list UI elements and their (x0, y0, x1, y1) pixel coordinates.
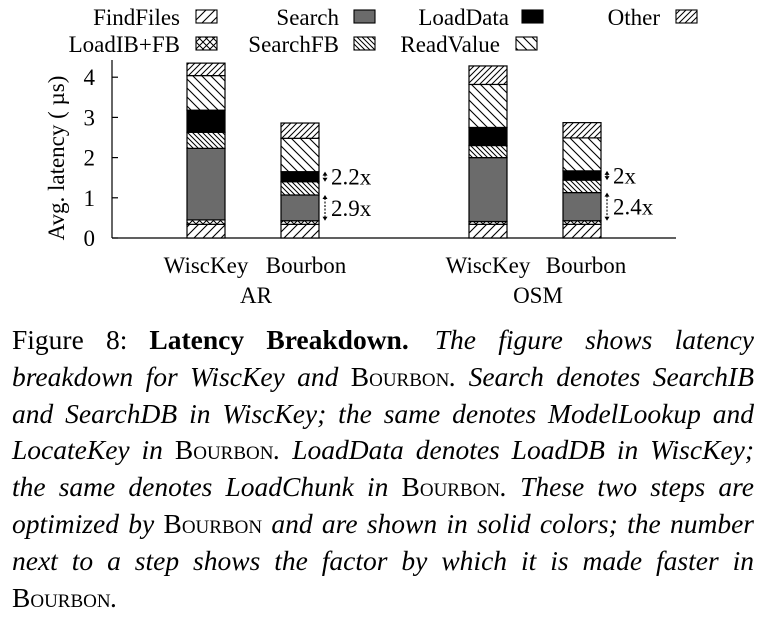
y-axis (44, 60, 118, 251)
bar-segment-searchfb (187, 132, 225, 148)
bar-segment-readvalue (563, 138, 601, 171)
caption-text: . LoadData denotes LoadDB in WiscKey; the same denotes LoadChunk in (12, 434, 754, 503)
y-ticks (84, 65, 119, 251)
legend-swatch (196, 10, 217, 23)
caption-system-name: Bourbon (174, 434, 274, 466)
caption-label: Figure 8: (12, 324, 128, 355)
y-axis-label: Avg. latency ( µs) (44, 75, 69, 241)
y-tick-label: 0 (83, 226, 95, 251)
annotation-arrowhead-up (605, 193, 610, 197)
annotation-arrowhead-up (605, 171, 610, 175)
y-tick-label: 3 (83, 105, 95, 131)
legend-swatch (522, 10, 543, 23)
y-tick-label: 2 (83, 145, 95, 171)
bar-bourbon-2 (281, 123, 319, 238)
annotation-arrowhead-down (323, 217, 328, 221)
x-labels (164, 253, 627, 308)
bars (187, 63, 601, 238)
bar-segment-loaddata (187, 110, 225, 132)
figure-caption (12, 322, 754, 616)
y-tick-label: 1 (83, 185, 95, 211)
annotation-search (605, 193, 654, 221)
legend-label: Other (607, 5, 660, 30)
legend-item-searchfb (248, 32, 375, 57)
annotation-arrowhead-down (605, 176, 610, 180)
legend-item-loadib-fb (69, 32, 217, 57)
caption-system-name: Bourbon (401, 471, 501, 503)
legend-label: LoadIB+FB (68, 32, 180, 57)
annotation-loaddata (605, 163, 637, 188)
bar-segment-loaddata (469, 127, 507, 145)
caption-system-name: Bourbon (350, 360, 450, 392)
bar-segment-search (187, 148, 225, 220)
bar-segment-search (563, 193, 601, 221)
caption-text: . Search denotes SearchIB and SearchDB in WiscKey; the same denotes ModelLookup and LocateKey in (12, 360, 754, 466)
annotation-arrowhead-up (323, 172, 328, 176)
bar-segment-readvalue (469, 84, 507, 127)
annotation-arrowhead-up (323, 195, 328, 199)
legend-swatch (196, 37, 217, 50)
bar-wisckey-1 (187, 63, 225, 238)
bar-segment-other (281, 123, 319, 138)
bar-wisckey-3 (469, 66, 507, 238)
x-tick-label-wisckey: WiscKey (445, 253, 531, 278)
bar-segment-loadib-fb (187, 220, 225, 224)
legend-swatch (354, 37, 375, 50)
group-label-osm: OSM (513, 283, 563, 308)
legend-label: FindFiles (93, 5, 180, 30)
bar-segment-loaddata (563, 171, 601, 180)
bar-segment-findfiles (469, 224, 507, 238)
legend-swatch (354, 10, 375, 23)
bar-segment-readvalue (281, 138, 319, 171)
caption-text: and are shown in solid colors; the number next to a step shows the factor by which it is made faster in (12, 507, 754, 576)
bar-segment-other (563, 123, 601, 138)
legend-item-findfiles (93, 5, 217, 30)
bar-segment-search (469, 158, 507, 222)
caption-system-name: Bourbon (163, 507, 263, 539)
annotation-search (323, 195, 372, 221)
bar-segment-loaddata (281, 172, 319, 182)
bar-segment-search (281, 195, 319, 221)
legend (69, 5, 697, 57)
bar-segment-readvalue (187, 76, 225, 111)
bar-segment-other (469, 66, 507, 84)
x-tick-label-bourbon: Bourbon (265, 253, 347, 278)
legend-swatch (516, 37, 537, 50)
bar-bourbon-4 (563, 123, 601, 238)
legend-label: ReadValue (400, 32, 500, 57)
caption-system-name: Bourbon (12, 581, 111, 613)
caption-text: The figure shows latency breakdown for WiscKey and (12, 324, 754, 392)
x-tick-label-wisckey: WiscKey (163, 253, 249, 278)
annotation-arrowhead-down (323, 178, 328, 182)
legend-item-loaddata (418, 5, 543, 30)
legend-label: LoadData (418, 5, 509, 30)
legend-item-readvalue (400, 32, 537, 57)
bar-segment-findfiles (187, 224, 225, 238)
legend-item-other (608, 5, 697, 30)
bar-segment-searchfb (281, 182, 319, 195)
legend-item-search (276, 5, 375, 30)
legend-label: Search (276, 5, 339, 30)
annotation-label: 2x (613, 163, 636, 189)
caption-body (12, 324, 754, 613)
caption-title: Latency Breakdown. (149, 324, 409, 355)
bar-segment-findfiles (563, 224, 601, 238)
bar-segment-other (187, 63, 225, 75)
annotation-label: 2.2x (331, 164, 372, 190)
legend-label: SearchFB (248, 32, 339, 57)
annotation-label: 2.9x (331, 195, 372, 221)
bar-segment-findfiles (281, 224, 319, 238)
group-label-ar: AR (240, 283, 272, 308)
caption-text: . (110, 581, 118, 613)
annotation-label: 2.4x (613, 194, 654, 220)
legend-swatch (676, 10, 697, 23)
caption-text: . These two steps are optimized by (12, 471, 754, 539)
bar-segment-searchfb (469, 146, 507, 158)
x-tick-label-bourbon: Bourbon (545, 253, 627, 278)
bar-segment-searchfb (563, 180, 601, 192)
annotation-loaddata (323, 165, 372, 190)
y-tick-label: 4 (83, 65, 95, 91)
annotation-arrowhead-down (605, 217, 610, 221)
